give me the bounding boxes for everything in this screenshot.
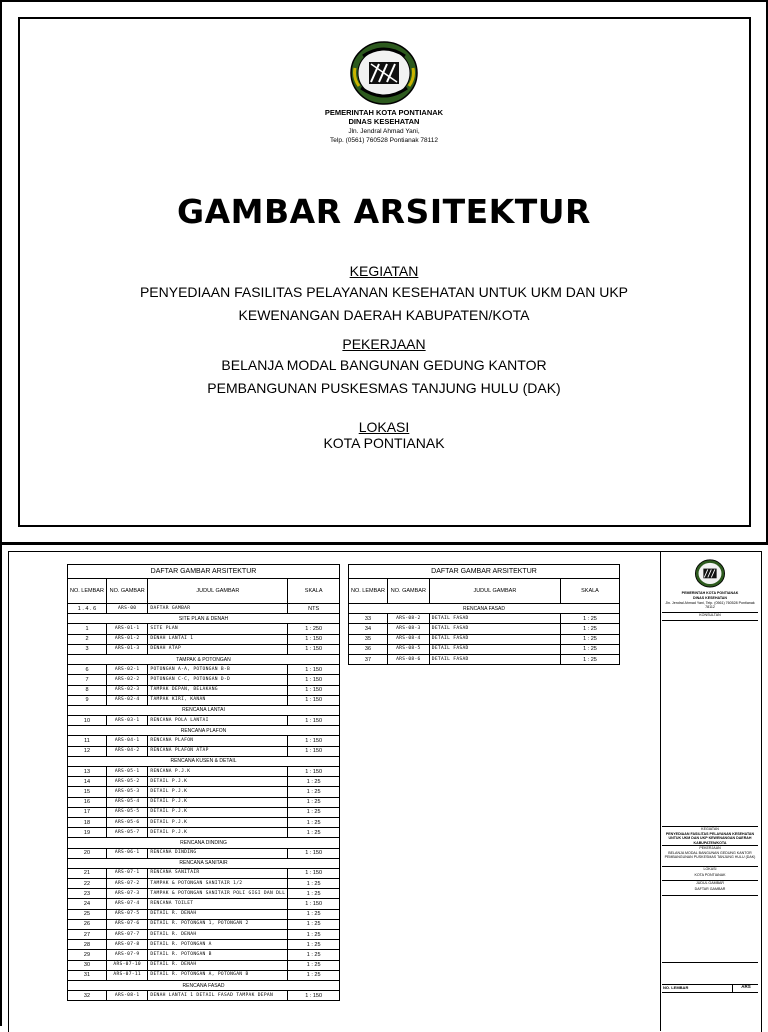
- sheet-number-cell: 30: [68, 960, 107, 970]
- scale-cell: 1 : 150: [288, 695, 340, 705]
- scale-cell: 1 : 150: [288, 899, 340, 909]
- scale-cell: 1 : 25: [288, 797, 340, 807]
- tb-divider: [662, 992, 758, 993]
- scale-cell: 1 : 150: [288, 675, 340, 685]
- drawing-title-cell: DETAIL R. POTONGAN B: [148, 950, 288, 960]
- sheet-number-cell: 10: [68, 716, 107, 726]
- pekerjaan-label: PEKERJAAN: [342, 336, 426, 352]
- scale-cell: 1 : 150: [288, 848, 340, 858]
- scale-cell: 1 : 150: [288, 736, 340, 746]
- phone-text: Telp. (0561) 760528 Pontianak 78112: [330, 137, 438, 144]
- scale-cell: 1 : 150: [288, 685, 340, 695]
- table-1-title: DAFTAR GAMBAR ARSITEKTUR: [68, 565, 340, 579]
- scale-cell: 1 : 25: [288, 940, 340, 950]
- table-row: [68, 797, 340, 807]
- table-row: [349, 654, 620, 664]
- tb-divider: [662, 895, 758, 896]
- scale-cell: 1 : 25: [288, 817, 340, 827]
- scale-cell: 1 : 25: [288, 960, 340, 970]
- table-row: [68, 736, 340, 746]
- drawing-code-cell: ARS-01-1: [106, 624, 147, 634]
- drawing-title-cell: DETAIL R. DENAH: [148, 909, 288, 919]
- drawing-code-cell: ARS-06-1: [106, 848, 147, 858]
- drawing-code-cell: ARS-04-2: [106, 746, 147, 756]
- sheet-number-cell: 32: [68, 991, 107, 1001]
- drawing-title-cell: RENCANA P.J.K: [148, 767, 288, 777]
- table-row: [349, 634, 620, 644]
- drawing-code-cell: ARS-07-1: [106, 868, 147, 878]
- sheet-number-cell: 24: [68, 899, 107, 909]
- drawing-title-cell: DETAIL R. POTONGAN 1, POTONGAN 2: [148, 919, 288, 929]
- drawing-title-cell: DETAIL FASAD: [429, 634, 560, 644]
- section-header-row: [68, 705, 340, 715]
- drawing-code-cell: ARS-07-11: [106, 970, 147, 980]
- drawing-code-cell: ARS-08-6: [387, 654, 429, 664]
- sheet-number-cell: 29: [68, 950, 107, 960]
- section-header: RENCANA PLAFON: [68, 726, 340, 736]
- table-row: [68, 767, 340, 777]
- tb-divider: [662, 962, 758, 963]
- scale-cell: 1 : 150: [288, 991, 340, 1001]
- sheet-number-cell: 1 . 4 . 6: [68, 604, 107, 614]
- drawing-code-cell: ARS-03-1: [106, 716, 147, 726]
- drawing-title-cell: RENCANA PLAFON ATAP: [148, 746, 288, 756]
- table-row: [68, 899, 340, 909]
- drawing-code-cell: ARS-08-2: [387, 614, 429, 624]
- col-header-skala: SKALA: [288, 579, 340, 604]
- drawing-title-cell: TAMPAK & POTONGAN SANITAIR POLI GIGI DAN DLL: [148, 889, 288, 899]
- table-row: [68, 665, 340, 675]
- kegiatan-line-1: PENYEDIAAN FASILITAS PELAYANAN KESEHATAN UNTUK UKM DAN UKP: [139, 284, 629, 300]
- drawing-title-cell: RENCANA TOILET: [148, 899, 288, 909]
- col-header-judul-gambar: JUDUL GAMBAR: [148, 579, 288, 604]
- drawing-code-cell: ARS-02-1: [106, 665, 147, 675]
- scale-cell: 1 : 150: [288, 716, 340, 726]
- drawing-title-cell: DETAIL FASAD: [429, 624, 560, 634]
- section-header: TAMPAK & POTONGAN: [68, 654, 340, 664]
- sheet-number-cell: 8: [68, 685, 107, 695]
- scale-cell: 1 : 25: [288, 807, 340, 817]
- drawing-code-cell: ARS-08-1: [106, 991, 147, 1001]
- tb-address: Jln. Jendral Ahmad Yani, Telp. (0561) 760528 Pontianak 78112: [665, 601, 755, 610]
- drawing-title-cell: RENCANA DINDING: [148, 848, 288, 858]
- drawing-title-cell: RENCANA PLAFON: [148, 736, 288, 746]
- table-row: [68, 777, 340, 787]
- section-header-row: [68, 980, 340, 990]
- drawing-title-cell: DETAIL R. DENAH: [148, 960, 288, 970]
- tb-pekerjaan-label: PEKERJAAN: [699, 846, 721, 850]
- sheet-number-cell: 19: [68, 828, 107, 838]
- section-header-row: [68, 654, 340, 664]
- table-row: [68, 950, 340, 960]
- drawing-title-cell: DETAIL R. DENAH: [148, 930, 288, 940]
- sheet-number-cell: 16: [68, 797, 107, 807]
- drawing-code-cell: ARS-05-3: [106, 787, 147, 797]
- scale-cell: 1 : 25: [560, 644, 619, 654]
- drawing-code-cell: ARS-05-5: [106, 807, 147, 817]
- sheet-number-cell: 35: [349, 634, 388, 644]
- scale-cell: 1 : 25: [288, 930, 340, 940]
- table-row: [68, 624, 340, 634]
- title-block: [660, 551, 761, 1031]
- drawing-title-cell: DETAIL P.J.K: [148, 817, 288, 827]
- pekerjaan-line-2: PEMBANGUNAN PUSKESMAS TANJUNG HULU (DAK): [207, 380, 561, 396]
- scale-cell: 1 : 25: [288, 919, 340, 929]
- drawing-code-cell: ARS-02-3: [106, 685, 147, 695]
- drawing-code-cell: ARS-07-8: [106, 940, 147, 950]
- sheet-number-cell: 22: [68, 879, 107, 889]
- tb-divider: [662, 620, 758, 621]
- sheet-number-cell: 26: [68, 919, 107, 929]
- drawing-code-cell: ARS-02-2: [106, 675, 147, 685]
- col-header-no-gambar: NO. GAMBAR: [387, 579, 429, 604]
- table-row: [68, 634, 340, 644]
- scale-cell: 1 : 25: [560, 654, 619, 664]
- table-row: [68, 716, 340, 726]
- table-row: [68, 807, 340, 817]
- section-header-row: [68, 614, 340, 624]
- drawing-code-cell: ARS-05-7: [106, 828, 147, 838]
- sheet-number-cell: 28: [68, 940, 107, 950]
- drawing-code-cell: ARS-04-1: [106, 736, 147, 746]
- section-header: RENCANA DINDING: [68, 838, 340, 848]
- table-row: [68, 685, 340, 695]
- table-row: [68, 828, 340, 838]
- tb-consultant: KONSULTAN: [699, 613, 721, 617]
- table-row: [68, 787, 340, 797]
- table-row: [349, 644, 620, 654]
- sheet-number-cell: 25: [68, 909, 107, 919]
- tb-org-name: PEMERINTAH KOTA PONTIANAK: [681, 591, 739, 595]
- scale-cell: 1 : 25: [288, 889, 340, 899]
- scale-cell: 1 : 150: [288, 665, 340, 675]
- drawing-code-cell: ARS-01-3: [106, 644, 147, 654]
- table-row: [68, 604, 340, 614]
- drawing-title-cell: RENCANA SANITAIR: [148, 868, 288, 878]
- table-row: [68, 879, 340, 889]
- drawing-code-cell: ARS-05-1: [106, 767, 147, 777]
- section-header-row: [68, 726, 340, 736]
- drawing-title-cell: DAFTAR GAMBAR: [148, 604, 288, 614]
- scale-cell: 1 : 25: [288, 950, 340, 960]
- sheet-number-cell: 6: [68, 665, 107, 675]
- drawing-title-cell: DENAH LANTAI 1 DETAIL FASAD TAMPAK DEPAN: [148, 991, 288, 1001]
- drawing-code-cell: ARS-07-6: [106, 919, 147, 929]
- sheet-number-cell: 36: [349, 644, 388, 654]
- sheet-number-cell: 18: [68, 817, 107, 827]
- sheet-number-cell: 21: [68, 868, 107, 878]
- sheet-number-cell: 9: [68, 695, 107, 705]
- drawing-code-cell: ARS-05-4: [106, 797, 147, 807]
- drawing-title-cell: SITE PLAN: [148, 624, 288, 634]
- title-block-emblem-logo: [694, 558, 726, 588]
- sheet-number-cell: 27: [68, 930, 107, 940]
- table-row: [68, 970, 340, 980]
- org-name: PEMERINTAH KOTA PONTIANAK: [324, 108, 444, 117]
- drawing-title-cell: DENAH LANTAI 1: [148, 634, 288, 644]
- address-text: Jln. Jendral Ahmad Yani,: [348, 128, 420, 135]
- sheet-number-cell: 37: [349, 654, 388, 664]
- tb-sheet-number: ARS: [732, 984, 759, 992]
- sheet-number-cell: 1: [68, 624, 107, 634]
- table-row: [68, 644, 340, 654]
- tb-lokasi: KOTA PONTIANAK: [694, 873, 726, 877]
- table-row: [68, 919, 340, 929]
- scale-cell: 1 : 25: [560, 614, 619, 624]
- section-header: RENCANA FASAD: [68, 980, 340, 990]
- sheet-number-cell: 12: [68, 746, 107, 756]
- table-row: [68, 817, 340, 827]
- drawing-code-cell: ARS-07-9: [106, 950, 147, 960]
- scale-cell: 1 : 150: [288, 746, 340, 756]
- sheet-number-cell: 17: [68, 807, 107, 817]
- section-header-row: [68, 838, 340, 848]
- department-name: DINAS KESEHATAN: [348, 117, 420, 126]
- scale-cell: 1 : 25: [288, 909, 340, 919]
- col-header-no-lembar: NO. LEMBAR: [349, 579, 388, 604]
- sheet-number-cell: 23: [68, 889, 107, 899]
- drawing-title-cell: POTONGAN A-A, POTONGAN B-B: [148, 665, 288, 675]
- section-header-row: [68, 858, 340, 868]
- table-row: [68, 746, 340, 756]
- sheet-number-cell: 14: [68, 777, 107, 787]
- section-header: RENCANA FASAD: [349, 604, 620, 614]
- scale-cell: 1 : 150: [288, 868, 340, 878]
- scale-cell: 1 : 25: [288, 777, 340, 787]
- section-header: RENCANA KUSEN & DETAIL: [68, 756, 340, 766]
- drawing-title-cell: TAMPAK DEPAN, BELAKANG: [148, 685, 288, 695]
- drawing-code-cell: ARS-07-2: [106, 879, 147, 889]
- drawing-code-cell: ARS-01-2: [106, 634, 147, 644]
- table-row: [68, 909, 340, 919]
- scale-cell: 1 : 25: [288, 787, 340, 797]
- sheet-number-cell: 15: [68, 787, 107, 797]
- table-row: [68, 960, 340, 970]
- lokasi-value: KOTA PONTIANAK: [323, 435, 445, 451]
- drawing-title-cell: DETAIL FASAD: [429, 644, 560, 654]
- drawing-title-cell: DETAIL FASAD: [429, 614, 560, 624]
- tb-lokasi-label: LOKASI: [703, 867, 717, 871]
- kegiatan-line-2: KEWENANGAN DAERAH KABUPATEN/KOTA: [238, 307, 530, 323]
- drawing-title-cell: DETAIL R. POTONGAN A: [148, 940, 288, 950]
- drawing-title-cell: POTONGAN C-C, POTONGAN D-D: [148, 675, 288, 685]
- lokasi-label: LOKASI: [358, 419, 410, 435]
- drawing-title-cell: DETAIL R. POTONGAN A, POTONGAN B: [148, 970, 288, 980]
- drawing-title-cell: RENCANA POLA LANTAI: [148, 716, 288, 726]
- scale-cell: 1 : 25: [288, 828, 340, 838]
- drawing-title-cell: DENAH ATAP: [148, 644, 288, 654]
- scale-cell: 1 : 250: [288, 624, 340, 634]
- table-row: [68, 675, 340, 685]
- tb-pekerjaan: BELANJA MODAL BANGUNAN GEDUNG KANTOR PEMBANGUNAN PUSKESMAS TANJUNG HULU (DAK): [664, 851, 756, 860]
- drawing-title-cell: TAMPAK KIRI, KANAN: [148, 695, 288, 705]
- drawing-title-cell: DETAIL P.J.K: [148, 797, 288, 807]
- scale-cell: 1 : 150: [288, 634, 340, 644]
- table-row: [68, 848, 340, 858]
- scale-cell: 1 : 150: [288, 644, 340, 654]
- drawing-title-cell: DETAIL P.J.K: [148, 777, 288, 787]
- table-row: [68, 695, 340, 705]
- drawing-code-cell: ARS-07-7: [106, 930, 147, 940]
- scale-cell: 1 : 25: [288, 879, 340, 889]
- tb-drawing-label: JUDUL GAMBAR: [695, 881, 725, 885]
- table-row: [349, 624, 620, 634]
- section-header: RENCANA LANTAI: [68, 705, 340, 715]
- table-2-title: DAFTAR GAMBAR ARSITEKTUR: [349, 565, 620, 579]
- drawing-list-table-1: [67, 564, 340, 1001]
- kegiatan-label: KEGIATAN: [349, 263, 419, 279]
- city-emblem-logo: [349, 38, 419, 106]
- drawing-code-cell: ARS-07-4: [106, 899, 147, 909]
- drawing-code-cell: ARS-08-5: [387, 644, 429, 654]
- section-header-row: [349, 604, 620, 614]
- tb-kegiatan: PENYEDIAAN FASILITAS PELAYANAN KESEHATAN UNTUK UKM DAN UKP KEWENANGAN DAERAH KABUPATEN/KOTA: [665, 832, 755, 845]
- sheet-number-cell: 7: [68, 675, 107, 685]
- col-header-no-lembar: NO. LEMBAR: [68, 579, 107, 604]
- drawing-title-cell: DETAIL P.J.K: [148, 807, 288, 817]
- drawing-code-cell: ARS-02-4: [106, 695, 147, 705]
- tb-department: DINAS KESEHATAN: [692, 596, 727, 600]
- table-row: [68, 940, 340, 950]
- sheet-number-cell: 31: [68, 970, 107, 980]
- drawing-code-cell: ARS-00: [106, 604, 147, 614]
- drawing-title-cell: DETAIL P.J.K: [148, 828, 288, 838]
- drawing-code-cell: ARS-05-6: [106, 817, 147, 827]
- drawing-code-cell: ARS-05-2: [106, 777, 147, 787]
- section-header: RENCANA SANITAIR: [68, 858, 340, 868]
- sheet-number-cell: 33: [349, 614, 388, 624]
- col-header-no-gambar: NO. GAMBAR: [106, 579, 147, 604]
- drawing-title-cell: DETAIL FASAD: [429, 654, 560, 664]
- scale-cell: 1 : 25: [560, 624, 619, 634]
- section-header-row: [68, 756, 340, 766]
- pekerjaan-line-1: BELANJA MODAL BANGUNAN GEDUNG KANTOR: [221, 357, 547, 373]
- drawing-code-cell: ARS-07-3: [106, 889, 147, 899]
- section-header: SITE PLAN & DENAH: [68, 614, 340, 624]
- tb-kegiatan-label: KEGIATAN: [701, 827, 719, 831]
- drawing-code-cell: ARS-08-3: [387, 624, 429, 634]
- table-row: [349, 614, 620, 624]
- drawing-list-table-2: [348, 564, 620, 665]
- scale-cell: 1 : 25: [288, 970, 340, 980]
- table-row: [68, 868, 340, 878]
- sheet-number-cell: 11: [68, 736, 107, 746]
- tb-sheet-label: NO. LEMBAR: [663, 985, 689, 990]
- drawing-title-cell: TAMPAK & POTONGAN SANITAIR 1/2: [148, 879, 288, 889]
- col-header-judul-gambar: JUDUL GAMBAR: [429, 579, 560, 604]
- table-row: [68, 930, 340, 940]
- drawing-title-cell: DETAIL P.J.K: [148, 787, 288, 797]
- sheet-number-cell: 3: [68, 644, 107, 654]
- sheet-number-cell: 20: [68, 848, 107, 858]
- page-title: GAMBAR ARSITEKTUR: [177, 192, 591, 231]
- scale-cell: 1 : 25: [560, 634, 619, 644]
- table-row: [68, 889, 340, 899]
- sheet-number-cell: 13: [68, 767, 107, 777]
- col-header-skala: SKALA: [560, 579, 619, 604]
- scale-cell: 1 : 150: [288, 767, 340, 777]
- drawing-code-cell: ARS-07-5: [106, 909, 147, 919]
- drawing-code-cell: ARS-07-10: [106, 960, 147, 970]
- tb-drawing-title: DAFTAR GAMBAR: [694, 887, 726, 891]
- scale-cell: NTS: [288, 604, 340, 614]
- sheet-number-cell: 2: [68, 634, 107, 644]
- sheet-number-cell: 34: [349, 624, 388, 634]
- drawing-code-cell: ARS-08-4: [387, 634, 429, 644]
- table-row: [68, 991, 340, 1001]
